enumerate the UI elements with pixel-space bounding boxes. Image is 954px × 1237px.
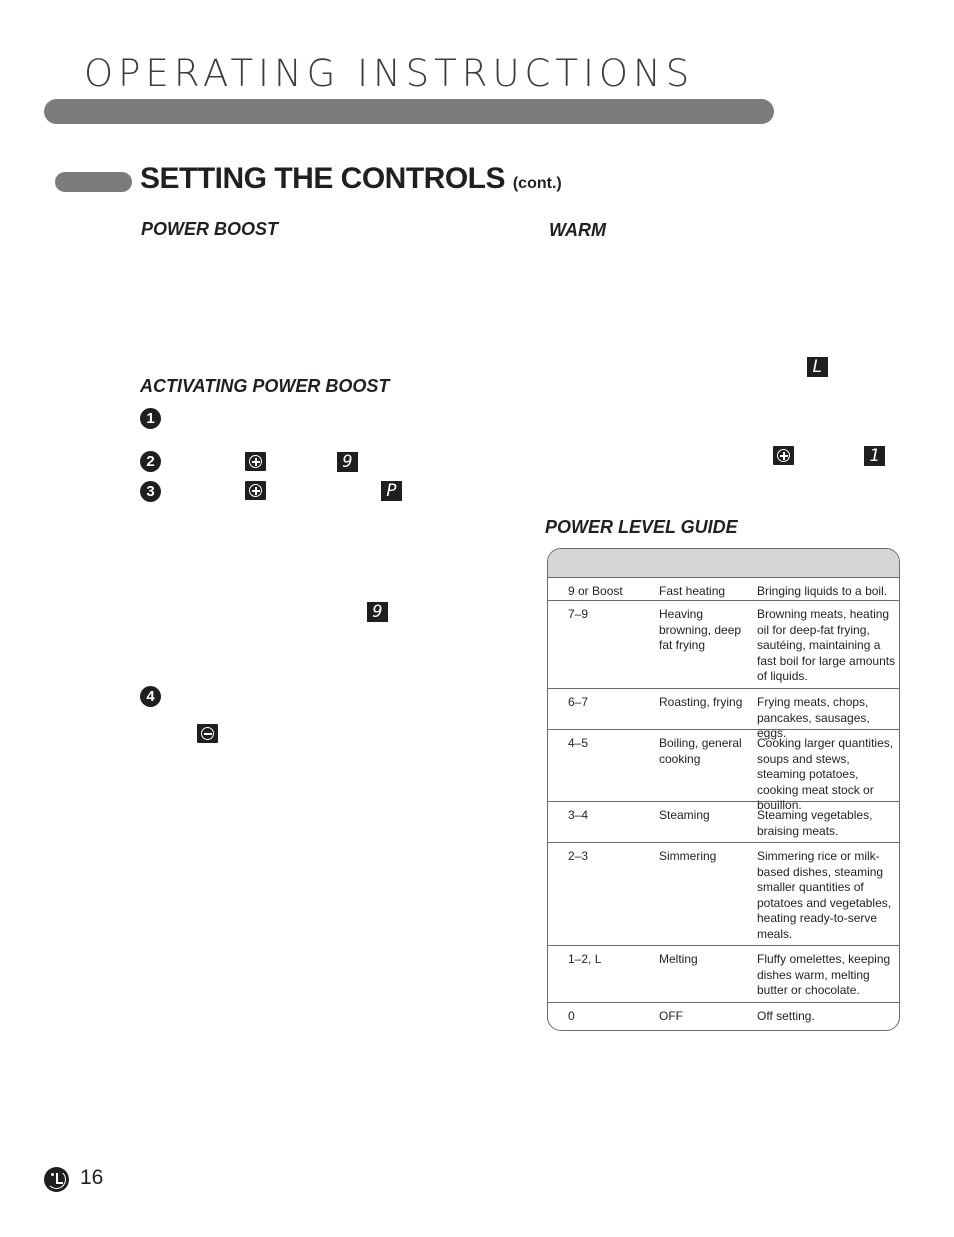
table-row bbox=[548, 689, 899, 740]
setting-cell: 4–5 bbox=[568, 736, 589, 750]
table-row bbox=[548, 946, 899, 1003]
power-boost-heading: POWER BOOST bbox=[141, 219, 279, 239]
page-number: 16 bbox=[80, 1166, 104, 1189]
table-row bbox=[548, 578, 899, 601]
table-header bbox=[548, 549, 899, 578]
page-header-title: OPERATING INSTRUCTIONS bbox=[84, 52, 695, 95]
section-title bbox=[140, 162, 562, 196]
use-cell: Simmering rice or milk-based dishes, steaming smaller quantities of potatoes and vegetables, heating ready-to-serve meals. bbox=[757, 849, 892, 941]
section-title-text: SETTING THE CONTROLS bbox=[140, 162, 505, 195]
plus-key-icon bbox=[773, 446, 794, 465]
type-cell: OFF bbox=[659, 1009, 683, 1023]
display-p-icon: P bbox=[381, 481, 402, 501]
use-cell: Browning meats, heating oil for deep-fat frying, sautéing, maintaining a fast boil for large amounts of liquids. bbox=[757, 607, 896, 683]
use-cell: Off setting. bbox=[757, 1009, 815, 1023]
setting-cell: 6–7 bbox=[568, 695, 589, 709]
type-cell: Steaming bbox=[659, 808, 710, 822]
section-subtitle: (cont.) bbox=[512, 175, 562, 192]
type-cell: Fast heating bbox=[659, 584, 726, 598]
setting-cell: 3–4 bbox=[568, 808, 589, 822]
step-4-badge: 4 bbox=[140, 686, 161, 707]
step-1-badge: 1 bbox=[140, 408, 161, 429]
plus-key-icon bbox=[245, 452, 266, 471]
setting-cell: 1–2, L bbox=[568, 952, 602, 966]
use-cell: Frying meats, chops, pancakes, sausages, eggs. bbox=[757, 695, 870, 740]
warm-heading: WARM bbox=[549, 220, 606, 240]
table-row bbox=[548, 843, 899, 946]
setting-cell: 9 or Boost bbox=[568, 584, 623, 598]
display-l-icon: L bbox=[807, 357, 828, 377]
power-level-table bbox=[547, 548, 900, 1031]
header-bar bbox=[44, 99, 774, 124]
step-2-badge: 2 bbox=[140, 451, 161, 472]
step-3-badge: 3 bbox=[140, 481, 161, 502]
type-cell: Roasting, frying bbox=[659, 695, 743, 709]
section-pill bbox=[55, 172, 132, 192]
display-9-icon: 9 bbox=[337, 452, 358, 472]
plus-key-icon bbox=[245, 481, 266, 500]
table-row bbox=[548, 1003, 899, 1031]
type-cell: Boiling, general cooking bbox=[659, 736, 742, 766]
display-1-icon: 1 bbox=[864, 446, 885, 466]
minus-key-icon bbox=[197, 724, 218, 743]
power-level-guide-heading: POWER LEVEL GUIDE bbox=[545, 517, 738, 537]
type-cell: Melting bbox=[659, 952, 698, 966]
activating-power-boost-heading: ACTIVATING POWER BOOST bbox=[140, 376, 390, 396]
type-cell: Heaving browning, deep fat frying bbox=[659, 607, 742, 652]
setting-cell: 0 bbox=[568, 1009, 575, 1023]
setting-cell: 2–3 bbox=[568, 849, 589, 863]
brand-logo bbox=[44, 1167, 69, 1192]
table-row bbox=[548, 730, 899, 812]
table-row bbox=[548, 601, 899, 689]
type-cell: Simmering bbox=[659, 849, 717, 863]
use-cell: Steaming vegetables, braising meats. bbox=[757, 808, 873, 838]
use-cell: Cooking larger quantities, soups and stews, steaming potatoes, cooking meat stock or bouillon. bbox=[757, 736, 894, 812]
display-9-icon: 9 bbox=[367, 602, 388, 622]
use-cell: Fluffy omelettes, keeping dishes warm, melting butter or chocolate. bbox=[757, 952, 891, 997]
setting-cell: 7–9 bbox=[568, 607, 589, 621]
use-cell: Bringing liquids to a boil. bbox=[757, 584, 888, 598]
table-row bbox=[548, 802, 899, 843]
